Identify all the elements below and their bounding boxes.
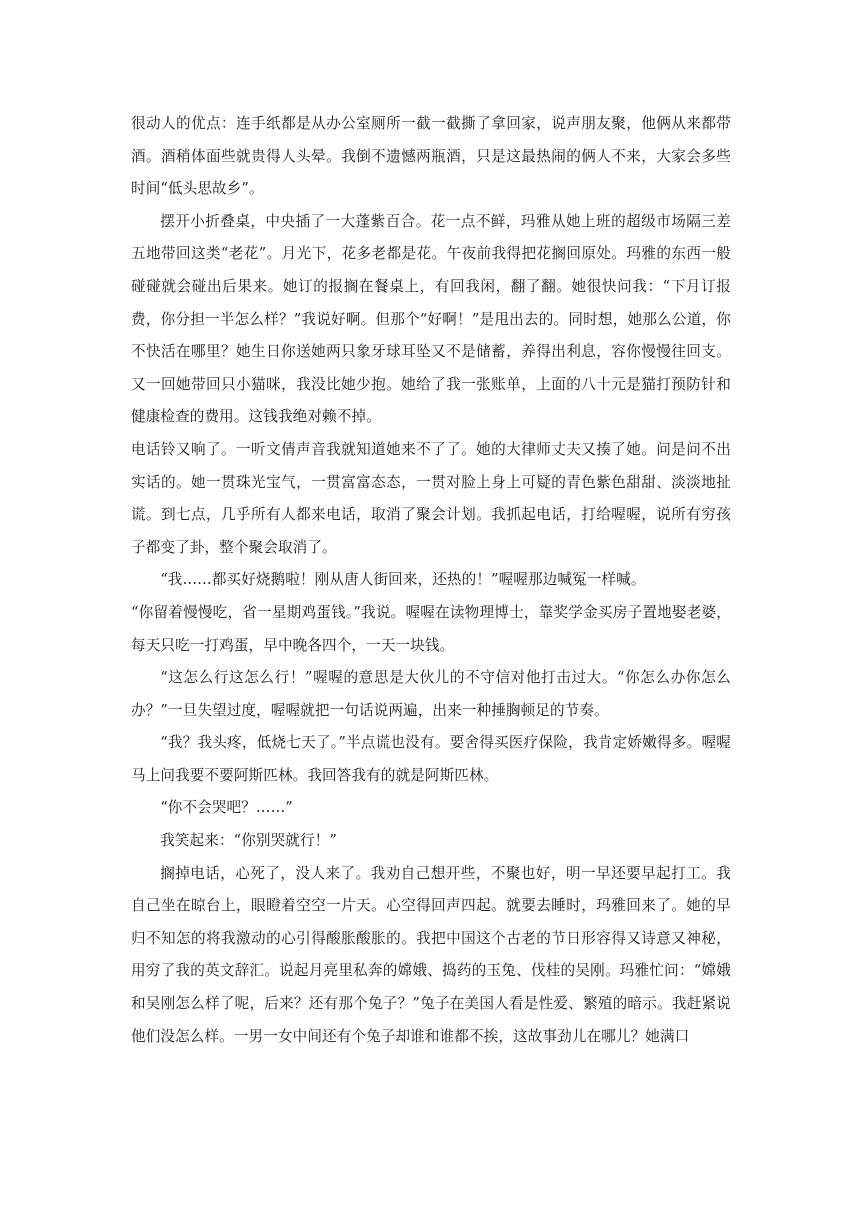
paragraph-7: “我？我头疼，低烧七天了。”半点谎也没有。要舍得买医疗保险，我肯定娇嫩得多。喔喔马上问我要不要阿斯匹林。我回答我有的就是阿斯匹林。 xyxy=(131,734,731,784)
paragraph-6: “这怎么行这怎么行！”喔喔的意思是大伙儿的不守信对他打击过大。“你怎么办你怎么办？”一旦失望过度，喔喔就把一句话说两遍，出来一种捶胸顿足的节奏。 xyxy=(131,669,731,719)
paragraph-2: 摆开小折叠桌，中央插了一大蓬紫百合。花一点不鲜，玛雅从她上班的超级市场隔三差五地带回这类“老花”。月光下，花多老都是花。午夜前我得把花搁回原处。玛雅的东西一般碰碰就会碰出后果来。她订的报搁在餐桌上，有回我闲，翻了翻。她很快问我：“下月订报费，你分担一半怎么样？”我说好啊。但那个“好啊！”是甩出去的。同时想，她那么公道，你不快活在哪里？她生日你送她两只象牙球耳坠又不是储蓄，养得出利息，容你慢慢往回支。又一回她带回只小猫咪，我没比她少抱。她给了我一张账单，上面的八十元是猫打预防针和健康检查的费用。这钱我绝对赖不掉。 xyxy=(131,212,731,426)
document-body xyxy=(131,108,731,1053)
paragraph-10: 搁掉电话，心死了，没人来了。我劝自己想开些，不聚也好，明一早还要早起打工。我自己坐在晾台上，眼瞪着空空一片天。心空得回声四起。就要去睡时，玛雅回来了。她的早归不知怎的将我激动的心引得酸胀酸胀的。我把中国这个古老的节日形容得又诗意又神秘，用穷了我的英文辞汇。说起月亮里私奔的嫦娥、捣药的玉兔、伐桂的吴刚。玛雅忙问：“嫦娥和吴刚怎么样了呢，后来？还有那个兔子？”兔子在美国人看是性爱、繁殖的暗示。我赶紧说他们没怎么样。一男一女中间还有个兔子却谁和谁都不挨，这故事劲儿在哪儿？她满口 xyxy=(131,864,731,1045)
paragraph-8: “你不会哭吧？……” xyxy=(160,799,293,817)
paragraph-9: 我笑起来：“你别哭就行！” xyxy=(160,832,337,850)
paragraph-5: “你留着慢慢吃，省一星期鸡蛋钱。”我说。喔喔在读物理博士，靠奖学金买房子置地娶老婆，每天只吃一打鸡蛋，早中晚各四个，一天一块钱。 xyxy=(131,603,731,654)
paragraph-3: 电话铃又响了。一听文倩声音我就知道她来不了了。她的大律师丈夫又揍了她。问是问不出实话的。她一贯珠光宝气，一贯富富态态，一贯对脸上身上可疑的青色紫色甜甜、淡淡地扯谎。到七点，几乎所有人都来电话，取消了聚会计划。我抓起电话，打给喔喔，说所有穷孩子都变了卦，整个聚会取消了。 xyxy=(131,440,731,556)
paragraph-4: “我……都买好烧鹅啦！刚从唐人街回来，还热的！”喔喔那边喊冤一样喊。 xyxy=(160,571,646,589)
paragraph-1: 很动人的优点：连手纸都是从办公室厕所一截一截撕了拿回家，说声朋友聚，他俩从来都带酒。酒稍体面些就贵得人头晕。我倒不遗憾两瓶酒，只是这最热闹的俩人不来，大家会多些时间“低头思故乡”。 xyxy=(131,115,731,198)
